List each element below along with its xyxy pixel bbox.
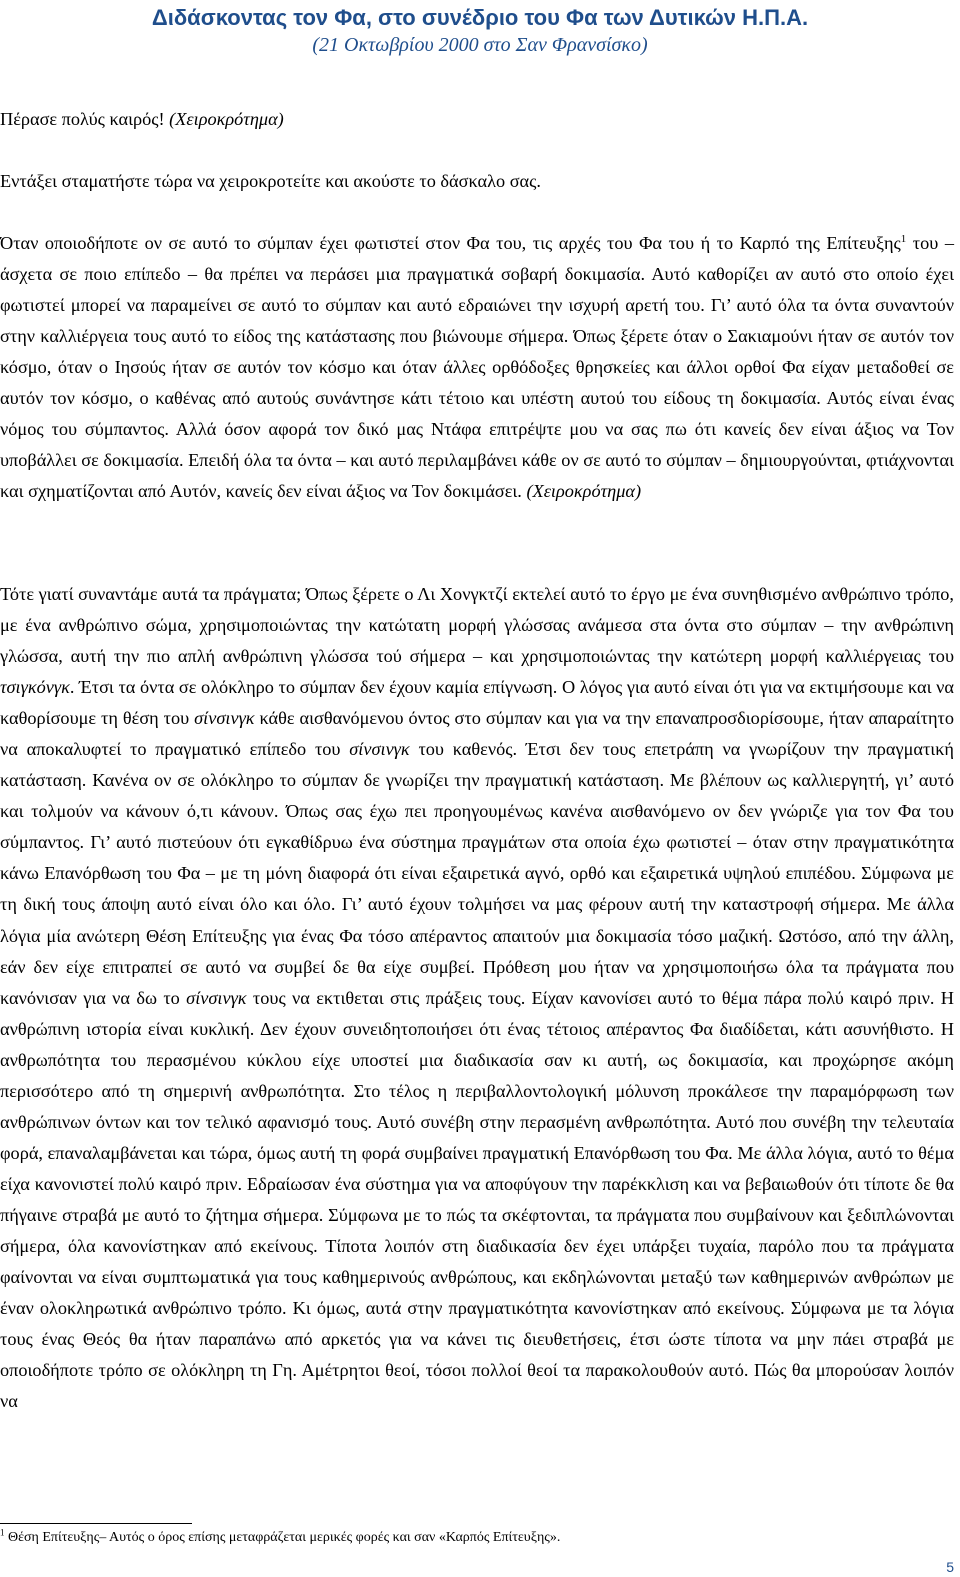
applause-note: (Χειροκρότημα) xyxy=(526,481,642,502)
term-italic: σίνσινγκ xyxy=(194,708,255,729)
term-italic: σίνσινγκ xyxy=(186,987,247,1008)
paragraph-3 xyxy=(0,228,954,507)
term-italic: τσιγκόνγκ xyxy=(0,677,70,698)
document-subtitle: (21 Οκτωβρίου 2000 στο Σαν Φρανσίσκο) xyxy=(312,34,648,56)
footnote-marker: 1 xyxy=(0,1527,5,1538)
term-italic: σίνσινγκ xyxy=(349,739,410,760)
document-header xyxy=(0,0,960,58)
paragraph-1-text: Πέρασε πολύς καιρός! xyxy=(0,109,170,129)
paragraph-4 xyxy=(0,579,954,1417)
paragraph-1 xyxy=(0,104,954,135)
footnote-separator xyxy=(0,1523,192,1524)
paragraph-3-text-a: Όταν οποιοδήποτε ον σε αυτό το σύμπαν έχει φωτιστεί στον Φα του, τις αρχές του Φα του ή το Καρπό της Επίτευξης xyxy=(0,233,901,253)
applause-note: (Χειροκρότημα) xyxy=(169,109,284,129)
page-number: 5 xyxy=(946,1559,954,1575)
paragraph-4-text-a: Τότε γιατί συναντάμε αυτά τα πράγματα; Όπως ξέρετε ο Λι Χονγκτζί εκτελεί αυτό το έργο με ένα συνηθισμένο ανθρώπινο τρόπο, με ένα ανθρώπινο σώμα, χρησιμοποιώντας την κατώτατη μορφή γλώσσας ανάμεσα στα όντα στο σύμπαν – την ανθρώπινη γλώσσα, αυτή την πιο απλή ανθρώπινη γλώσσα τού σήμερα – και χρησιμοποιώντας την κατώτερη μορφή καλλιέργειας του xyxy=(0,584,954,667)
paragraph-4-text-i: τους να εκτιθεται στις πράξεις τους. Είχαν κανονίσει αυτό το θέμα πάρα πολύ καιρό πριν. Η ανθρώπινη ιστορία είναι κυκλική. Δεν έχουν συνειδητοποιήσει ότι ένας τέτοιος απέραντος Φα διαδίδεται, κάτι ασυνήθιστο. Η ανθρωπότητα του περασμένου κύκλου είχε υποστεί μια διαδικασία σαν κι αυτή, ως δοκιμασία, και προχώρησε ακόμη περισσότερο από τη σημερινή ανθρωπότητα. Στο τέλος η περιβαλλοντολογική μόλυνση προκάλεσε την παραμόρφωση των ανθρώπινων όντων και τον τελικό αφανισμό τους. Αυτό συνέβη στην περασμένη ανθρωπότητα. Αυτό που συνέβη την τελευταία φορά, επαναλαμβάνεται και τώρα, όμως αυτή τη φορά συμβαίνει πραγματική Επανόρθωση του Φα. Με άλλα λόγια, αυτό το θέμα είχα κανονιστεί πολύ καιρό πριν. Εδραίωσαν ένα σύστημα για να αποφύγουν την παρέκκλιση και να βεβαιωθούν ότι τίποτε δε θα πήγαινε στραβά με αυτό το ζήτημα σήμερα. Σύμφωνα με το πώς τα σκέφτονται, τα πράγματα που συμβαίνουν και ξεδιπλώνονται σήμερα, όλα κανονίστηκαν από εκείνους. Τίποτα λοιπόν στη διαδικασία δεν έχει υπάρξει τυχαία, παρόλο που τα πράγματα φαίνονται να είναι συμπτωματικά για τους καθημερινούς ανθρώπους, και εκδηλώνονται μεταξύ των καθημερινών ανθρώπων με έναν ολοκληρωτικά ανθρώπινο τρόπο. Κι όμως, αυτά στην πραγματικότητα κανονίστηκαν από εκείνους. Σύμφωνα με τα λόγια τους ένας Θεός θα ήταν παραπάνω από αρκετός για να κάνει τις διευθετήσεις, έτσι ώστε τίποτα να μην πάει στραβά με οποιοδήποτε τρόπο σε ολόκληρη τη Γη. Αμέτρητοι θεοί, τόσοι πολλοί θεοί τα παρακολουθούν αυτό. Πώς θα μπορούσαν λοιπόν να xyxy=(0,987,954,1412)
footnote-reference[interactable]: 1 xyxy=(900,232,907,245)
paragraph-2 xyxy=(0,166,954,197)
footnote-text: Θέση Επίτευξης– Αυτός ο όρος επίσης μεταφράζεται μερικές φορές και σαν «Καρπός Επίτευξης». xyxy=(4,1530,561,1545)
footnote xyxy=(0,1528,940,1548)
paragraph-2-text: Εντάξει σταματήστε τώρα να χειροκροτείτε και ακούστε το δάσκαλο σας. xyxy=(0,171,541,191)
document-title: Διδάσκοντας τον Φα, στο συνέδριο του Φα των Δυτικών Η.Π.Α. xyxy=(151,5,809,30)
paragraph-4-text-g: του καθενός. Έτσι δεν τους επετράπη να γνωρίζουν την πραγματική κατάσταση. Κανένα ον σε ολόκληρο το σύμπαν δε γνωρίζει την πραγματική κατάσταση. Με βλέπουν ως καλλιεργητή, γι’ αυτό και τολμούν να κάνουν ό,τι κάνουν. Όπως σας έχω πει προηγουμένως κανένα αισθανόμενο ον δεν γνώριζε για τον Φα του σύμπαντος. Γι’ αυτό πιστεύουν ότι εγκαθίδρυω ένα σύστημα πραγμάτων στα οποία έχω φωτιστεί – όταν στην πραγματικότητα κάνω Επανόρθωση του Φα – με τη μόνη διαφορά ότι είναι εξαιρετικά αγνό, ορθό και εξαιρετικά υψηλού επιπέδου. Σύμφωνα με τη δική τους άποψη αυτό είναι όλο και όλο. Γι’ αυτό έχουν τολμήσει να μας φέρουν αυτή την καταστροφή σήμερα. Με άλλα λόγια μία ανώτερη Θέση Επίτευξης για ένας Φα τόσο απέραντος απαιτούν μια δοκιμασία τόσο μαζική. Ωστόσο, από την άλλη, εάν δεν είχε επιτραπεί σε αυτό να συμβεί δε θα είχε συμβεί. Πρόθεση μου ήταν να χρησιμοποιήσω όλα τα πράγματα που κανόνισαν για να δω το xyxy=(0,739,954,1008)
paragraph-3-text-b: του – άσχετα σε ποιο επίπεδο – θα πρέπει να περάσει μια πραγματικά σοβαρή δοκιμασία. Αυτό καθορίζει αν αυτό στο οποίο έχει φωτιστεί μπορεί να παραμείνει σε αυτό το σύμπαν και αυτό εδραιώνει την ισχυρή αρετή του. Γι’ αυτό όλα τα όντα συναντούν στην καλλιέργεια τους αυτό το είδος της κατάστασης που βιώνουμε σήμερα. Όπως ξέρετε όταν ο Σακιαμούνι ήταν σε αυτόν τον κόσμο, όταν ο Ιησούς ήταν σε αυτόν τον κόσμο και όταν άλλες ορθόδοξες θρησκείες και άλλοι ορθοί Φα είχαν μεταδοθεί σε αυτόν τον κόσμο, ο καθένας από αυτούς συνάντησε κάτι τέτοιο και υπέστη αυτού του είδους τη δοκιμασία. Αυτός είναι ένας νόμος του σύμπαντος. Αλλά όσον αφορά τον δικό μας Ντάφα επιτρέψτε μου να σας πω ότι κανείς δεν είναι άξιος να Τον υποβάλλει σε δοκιμασία. Επειδή όλα τα όντα – και αυτό περιλαμβάνει κάθε ον σε αυτό το σύμπαν – δημιουργούνται, φτιάχνονται και σχηματίζονται από Αυτόν, κανείς δεν είναι άξιος να Τον δοκιμάσει. xyxy=(0,233,954,502)
paragraph-4-text-e: κάθε αισθανόμενου όντος στο σύμπαν και για να την επαναπροσδιορίσουμε, ήταν απαραίτητο να αποκαλυφτεί το πραγματικό επίπεδο του xyxy=(0,708,954,760)
paragraph-4-text-c: . Έτσι τα όντα σε ολόκληρο το σύμπαν δεν έχουν καμία επίγνωση. Ο λόγος για αυτό είναι ότι για να εκτιμήσουμε και να καθορίσουμε τη θέση του xyxy=(0,677,954,729)
